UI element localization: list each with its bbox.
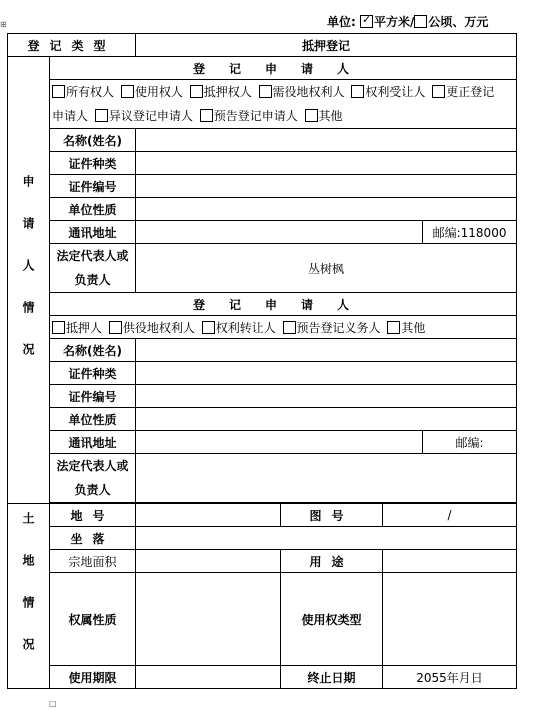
legal-rep-label: 法定代表人或负责人: [50, 244, 136, 293]
checkbox-correction[interactable]: [432, 85, 445, 98]
location-label: [50, 527, 136, 550]
id-number-label-2: 证件编号: [50, 385, 136, 408]
option-label: 预告登记申请人: [213, 109, 298, 123]
unit-label: 单位:: [327, 15, 356, 29]
postcode-field[interactable]: 邮编:118000: [423, 221, 517, 244]
checkbox-transferee[interactable]: [351, 85, 364, 98]
checkbox-servient-land-right[interactable]: [109, 321, 122, 334]
type-label-cell: [8, 34, 136, 57]
checkbox-advance-obligor[interactable]: [283, 321, 296, 334]
option-label: 更正登记: [446, 85, 495, 99]
option-label: 所有权人: [66, 85, 115, 99]
checkbox-other[interactable]: [305, 109, 318, 122]
type-value-cell[interactable]: [136, 34, 517, 57]
name-field-2[interactable]: [136, 339, 517, 362]
option-label: 权利受让人: [365, 85, 426, 99]
end-date-field[interactable]: 2055年月日: [383, 666, 517, 689]
org-type-label: 单位性质: [50, 198, 136, 221]
legal-rep-field-2[interactable]: [136, 454, 517, 503]
applicant2-options-cell: [50, 316, 517, 339]
address-field-2[interactable]: [136, 431, 423, 454]
end-date-label: 终止日期: [281, 666, 383, 689]
id-type-field[interactable]: [136, 152, 517, 175]
unit-line: [327, 13, 488, 30]
use-field[interactable]: [383, 550, 517, 573]
unit-option-1: 平方米/: [374, 15, 415, 29]
applicant2-title-cell: [50, 293, 517, 316]
address-field[interactable]: [136, 221, 423, 244]
ownership-label: 权属性质: [50, 573, 136, 666]
use-label-text: 用途: [309, 554, 354, 569]
name-label-2: 名称(姓名): [50, 339, 136, 362]
parcel-label: [50, 504, 136, 527]
checkbox-objection[interactable]: [95, 109, 108, 122]
id-number-field-2[interactable]: [136, 385, 517, 408]
checkbox-mortgagee[interactable]: [190, 85, 203, 98]
id-type-field-2[interactable]: [136, 362, 517, 385]
registration-form-table: [7, 33, 517, 689]
option-label: 抵押权人: [203, 85, 252, 99]
option-label: 申请人: [52, 109, 89, 123]
applicant1-title: 登记申请人: [193, 61, 374, 76]
option-label: 预告登记义务人: [296, 320, 381, 335]
use-right-type-field[interactable]: [383, 573, 517, 666]
org-type-label-2: 单位性质: [50, 408, 136, 431]
address-label: 通讯地址: [50, 221, 136, 244]
term-field[interactable]: [136, 666, 281, 689]
parcel-label-text: 地号: [70, 508, 115, 523]
checkbox-user[interactable]: [121, 85, 134, 98]
applicant1-title-cell: [50, 57, 517, 80]
option-label: 其他: [401, 320, 426, 335]
name-label: 名称(姓名): [50, 129, 136, 152]
parcel-field[interactable]: [136, 504, 281, 527]
table-move-handle-icon[interactable]: ⊞: [0, 20, 7, 29]
legal-rep-field[interactable]: 丛树枫: [136, 244, 517, 293]
id-number-label: 证件编号: [50, 175, 136, 198]
checkbox-owner[interactable]: [52, 85, 65, 98]
map-label-text: 图号: [309, 508, 354, 523]
name-field[interactable]: [136, 129, 517, 152]
use-label: [281, 550, 383, 573]
address-label-2: 通讯地址: [50, 431, 136, 454]
id-number-field[interactable]: [136, 175, 517, 198]
map-field[interactable]: /: [383, 504, 517, 527]
term-label: 使用期限: [50, 666, 136, 689]
checkbox-dominant-land-right[interactable]: [259, 85, 272, 98]
area-label: 宗地面积: [50, 550, 136, 573]
land-section-label: 土地情况: [8, 504, 50, 689]
option-label: 权利转让人: [215, 320, 276, 335]
option-label: 供役地权利人: [122, 320, 195, 335]
option-label: 需役地权利人: [272, 85, 345, 99]
postcode-field-2[interactable]: 邮编:: [423, 431, 517, 454]
type-value: 抵押登记: [302, 38, 351, 53]
org-type-field-2[interactable]: [136, 408, 517, 431]
option-label: 异议登记申请人: [108, 109, 193, 123]
option-label: 抵押人: [66, 320, 103, 335]
option-label: 使用权人: [134, 85, 183, 99]
id-type-label-2: 证件种类: [50, 362, 136, 385]
org-type-field[interactable]: [136, 198, 517, 221]
checkbox-other-2[interactable]: [387, 321, 400, 334]
unit-option-2: 公顷、万元: [428, 15, 489, 29]
ownership-field[interactable]: [136, 573, 281, 666]
map-label: [281, 504, 383, 527]
id-type-label: 证件种类: [50, 152, 136, 175]
checkbox-transferor[interactable]: [202, 321, 215, 334]
type-label: 登记类型: [27, 38, 116, 53]
checkbox-mortgagor[interactable]: [52, 321, 65, 334]
area-field[interactable]: [136, 550, 281, 573]
legal-rep-label-2: 法定代表人或负责人: [50, 454, 136, 503]
applicant2-title: 登记申请人: [193, 297, 374, 312]
checkbox-advance-notice[interactable]: [200, 109, 213, 122]
location-label-text: 坐落: [70, 531, 115, 546]
option-label: 其他: [318, 109, 343, 123]
checkbox-square-meter[interactable]: [360, 15, 373, 28]
applicant1-options-cell: [50, 80, 517, 129]
checkbox-hectare[interactable]: [414, 15, 427, 28]
location-field[interactable]: [136, 527, 517, 550]
applicant-section-label: 申请人情况: [8, 57, 50, 504]
use-right-type-label: 使用权类型: [281, 573, 383, 666]
table-resize-handle-icon[interactable]: □: [49, 699, 57, 708]
